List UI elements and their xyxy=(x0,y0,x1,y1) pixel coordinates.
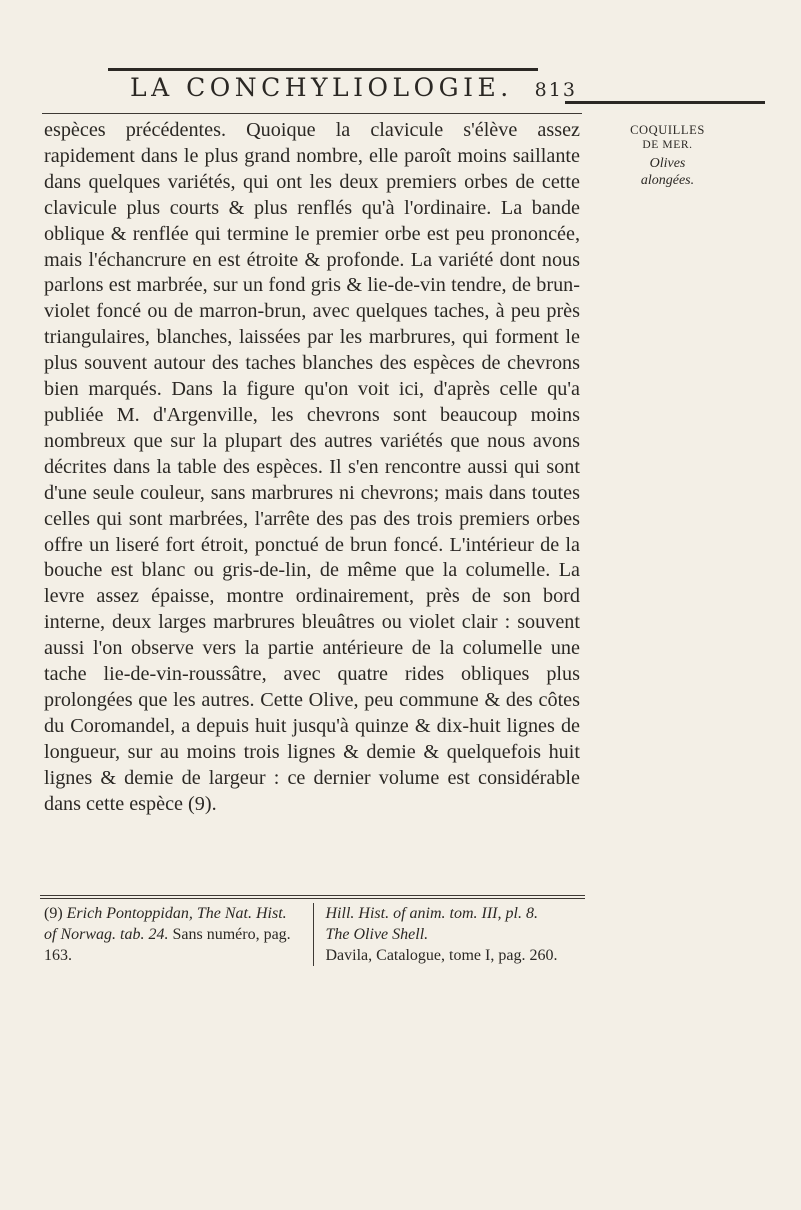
footnote-shell-name: The Olive Shell. xyxy=(325,926,429,943)
footnote-reference: Sans numéro, pag. 163. xyxy=(44,926,291,964)
marginalia xyxy=(565,122,770,189)
marginalia-rule xyxy=(565,101,765,104)
page-header xyxy=(130,73,580,111)
footnote-rule-bottom xyxy=(40,898,585,899)
footnote-left xyxy=(44,903,313,966)
footnote-right xyxy=(313,903,585,966)
footnote-source: Hill. Hist. of anim. tom. III, pl. 8. xyxy=(325,905,538,922)
marginalia-subtitle-line2: alongées. xyxy=(640,173,695,188)
marginalia-subtitle xyxy=(565,155,770,189)
top-rule xyxy=(108,68,538,71)
page-number: 813 xyxy=(534,79,577,101)
footnote-marker: (9) xyxy=(44,905,63,922)
footnote-rule-top xyxy=(40,895,585,896)
footnote-author: Erich Pontoppidan, xyxy=(66,905,193,922)
header-rule xyxy=(42,113,582,114)
footnote-work-title: The Nat. Hist. of Norwag. tab. 24. xyxy=(44,905,287,943)
running-title: LA CONCHYLIOLOGIE. xyxy=(130,73,513,102)
body-paragraph: espèces précédentes. Quoique la clavicule s'élève assez rapidement dans le plus grand nombre, elle paroît moins saillante dans quelques variétés, qui ont les deux premiers orbes de cette clavicule plus courts & plus renflés qu'à l'ordinaire. La bande oblique & renflée qui termine le premier orbe est peu prononcée, mais l'échancrure en est étroite & profonde. La variété dont nous parlons est marbrée, sur un fond gris & lie-de-vin tendre, de brun-violet foncé ou de marron-brun, avec quelques taches, à peu près triangulaires, blanches, laissées par les marbrures, qui forment le plus souvent autour des taches blanches des espèces de chevrons bien marqués. Dans la figure qu'on voit ici, d'après celle qu'a publiée M. d'Argenville, les chevrons sont beaucoup moins nombreux que sur la plupart des autres variétés que nous avons décrites dans la table des espèces. Il s'en rencontre aussi qui sont d'une seule couleur, sans marbrures ni chevrons; mais dans toutes celles qui sont marbrées, l'arrête des pas des trois premiers orbes offre un liseré fort étroit, ponctué de brun foncé. L'intérieur de la bouche est blanc ou gris-de-lin, de même que la columelle. La levre assez épaisse, montre ordinairement, près de son bord interne, deux larges marbrures bleuâtres ou violet clair : souvent aussi l'on observe vers la partie antérieure de la columelle une tache lie-de-vin-roussâtre, avec quatre rides obliques plus prolongées que les autres. Cette Olive, peu commune & des côtes du Coromandel, a depuis huit jusqu'à quinze & dix-huit lignes de longueur, sur au moins trois lignes & demie & quelquefois huit lignes & demie de largeur : ce dernier volume est considérable dans cette espèce (9). xyxy=(44,119,580,815)
footnotes xyxy=(44,903,584,966)
marginalia-subtitle-line1: Olives xyxy=(649,156,686,171)
marginalia-subheading: DE MER. xyxy=(642,139,693,151)
footnote-catalogue: Davila, Catalogue, tome I, pag. 260. xyxy=(325,947,558,964)
marginalia-heading: COQUILLES xyxy=(630,123,705,137)
